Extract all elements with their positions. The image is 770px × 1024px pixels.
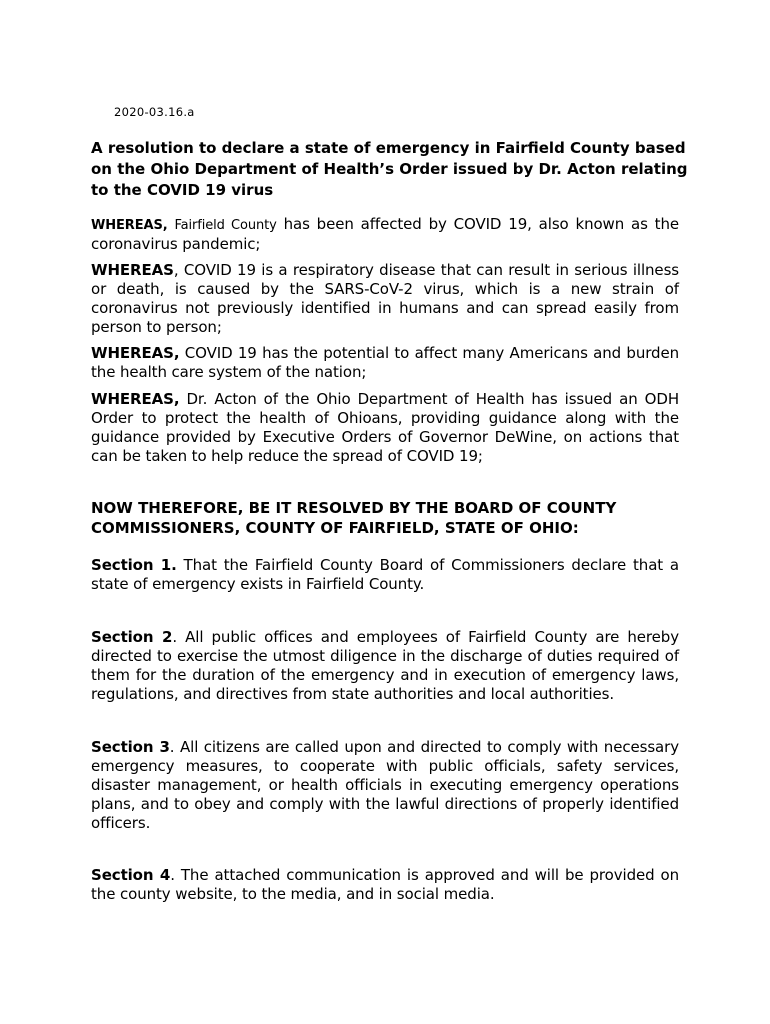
whereas-clause-2 (91, 261, 679, 337)
section-label: Section 3 (91, 738, 170, 756)
section-text: . All public offices and employees of Fairfield County are hereby directed to exercise the utmost diligence in the discharge of duties required of them for the duration of the emergency and in execution of emergency laws, regulations, and directives from state authorities and local authorities. (91, 628, 679, 703)
section-2 (91, 628, 679, 704)
whereas-label: WHEREAS (91, 261, 174, 279)
section-text: . All citizens are called upon and directed to comply with necessary emergency measures, to cooperate with public officials, safety services, disaster management, or health officials in executing emergency operations plans, and to obey and comply with the lawful directions of properly identified officers. (91, 738, 679, 832)
whereas-label: WHEREAS, (91, 390, 180, 408)
document-id: 2020-03.16.a (114, 105, 195, 119)
section-text: That the Fairfield County Board of Commissioners declare that a state of emergency exists in Fairfield County. (91, 556, 679, 593)
section-label: Section 2 (91, 628, 173, 646)
whereas-clause-3 (91, 344, 679, 382)
whereas-text: , COVID 19 is a respiratory disease that can result in serious illness or death, is caused by the SARS-CoV-2 virus, which is a new strain of coronavirus not previously identified in humans and can spread easily from person to person; (91, 261, 679, 336)
whereas-text: Dr. Acton of the Ohio Department of Health has issued an ODH Order to protect the health of Ohioans, providing guidance along with the guidance provided by Executive Orders of Governor DeWine, on actions that can be taken to help reduce the spread of COVID 19; (91, 390, 679, 465)
whereas-clause-1 (91, 215, 679, 254)
whereas-text: has been affected by COVID 19, also known as the coronavirus pandemic; (91, 215, 679, 253)
section-3 (91, 738, 679, 833)
whereas-clause-4 (91, 390, 679, 466)
whereas-subject: Fairfield County (174, 218, 277, 233)
section-label: Section 1. (91, 556, 177, 574)
whereas-text: COVID 19 has the potential to affect many Americans and burden the health care system of the nation; (91, 344, 679, 381)
section-4 (91, 866, 679, 904)
section-label: Section 4 (91, 866, 171, 884)
whereas-label: WHEREAS, (91, 344, 180, 362)
resolution-title: A resolution to declare a state of emergency in Fairfield County based on the Ohio Department of Health’s Order issued by Dr. Acton relating to the COVID 19 virus (91, 139, 688, 199)
resolved-heading: NOW THEREFORE, BE IT RESOLVED BY THE BOARD OF COUNTY COMMISSIONERS, COUNTY OF FAIRFIELD, STATE OF OHIO: (91, 499, 617, 537)
section-1 (91, 556, 679, 594)
whereas-label: WHEREAS, (91, 218, 168, 233)
section-text: . The attached communication is approved and will be provided on the county website, to the media, and in social media. (91, 866, 679, 903)
